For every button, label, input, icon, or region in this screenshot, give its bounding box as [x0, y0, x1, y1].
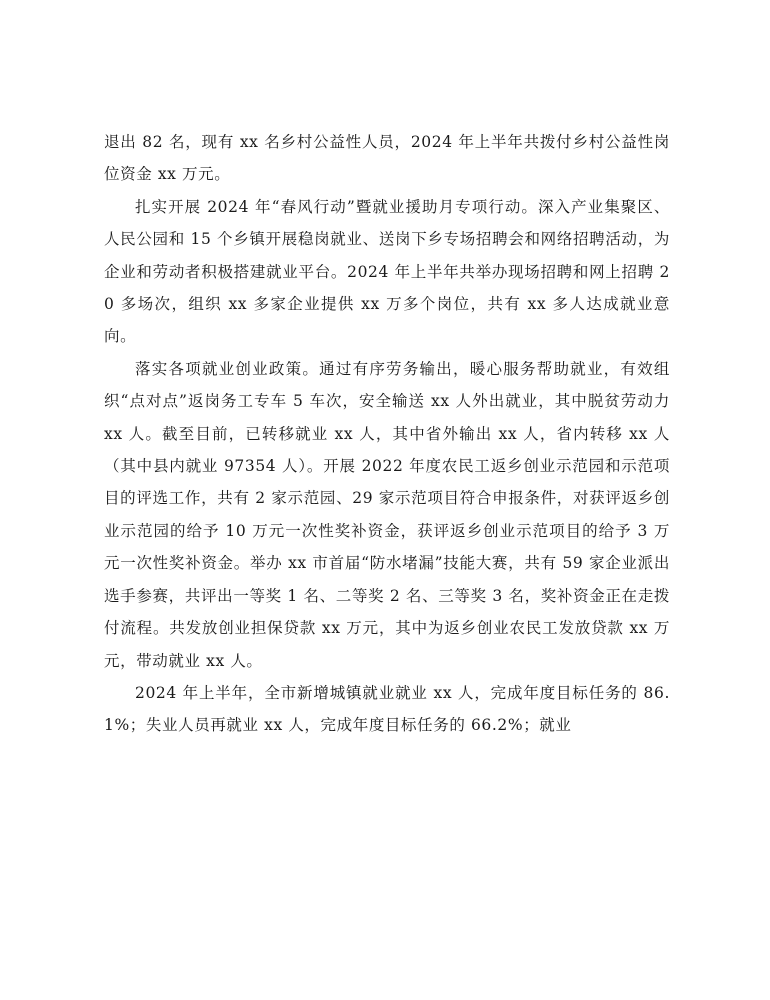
paragraph-half-year-results: 2024 年上半年，全市新增城镇就业就业 xx 人，完成年度目标任务的 86.1%；失业人员再就业 xx 人，完成年度目标任务的 66.2%；就业 — [104, 683, 670, 735]
paragraph-employment-policies: 落实各项就业创业政策。通过有序劳务输出，暖心服务帮助就业，有效组织“点对点”返岗务工专车 5 车次，安全输送 xx 人外出就业，其中脱贫劳动力 xx 人。截至目前，已转移就业 xx 人，其中省外输出 xx 人，省内转移 xx 人（其中县内就业 97354 人）。开展 2022 年度农民工返乡创业示范园和示范项目的评选工作，共有 2 家示范园、29 家示范项目符合申报条件，对获评返乡创业示范园的给予 10 万元一次性奖补资金，获评返乡创业示范项目的给予 3 万元一次性奖补资金。举办 xx 市首届“防水堵漏”技能大赛，共有 59 家企业派出选手参赛，共评出一等奖 1 名、二等奖 2 名、三等奖 3 名，奖补资金正在走拨付流程。共发放创业担保贷款 xx 万元，其中为返乡创业农民工发放贷款 xx 万元，带动就业 xx 人。 — [104, 359, 670, 670]
paragraph-spring-breeze-action: 扎实开展 2024 年“春风行动”暨就业援助月专项行动。深入产业集聚区、人民公园和 15 个乡镇开展稳岗就业、送岗下乡专场招聘会和网络招聘活动，为企业和劳动者积极搭建就业平台。2024 年上半年共举办现场招聘和网上招聘 20 多场次，组织 xx 多家企业提供 xx 万多个岗位，共有 xx 多人达成就业意向。 — [104, 197, 670, 346]
paragraph-continuation: 退出 82 名，现有 xx 名乡村公益性人员，2024 年上半年共拨付乡村公益性岗位资金 xx 万元。 — [104, 133, 670, 184]
document-body — [104, 126, 670, 742]
